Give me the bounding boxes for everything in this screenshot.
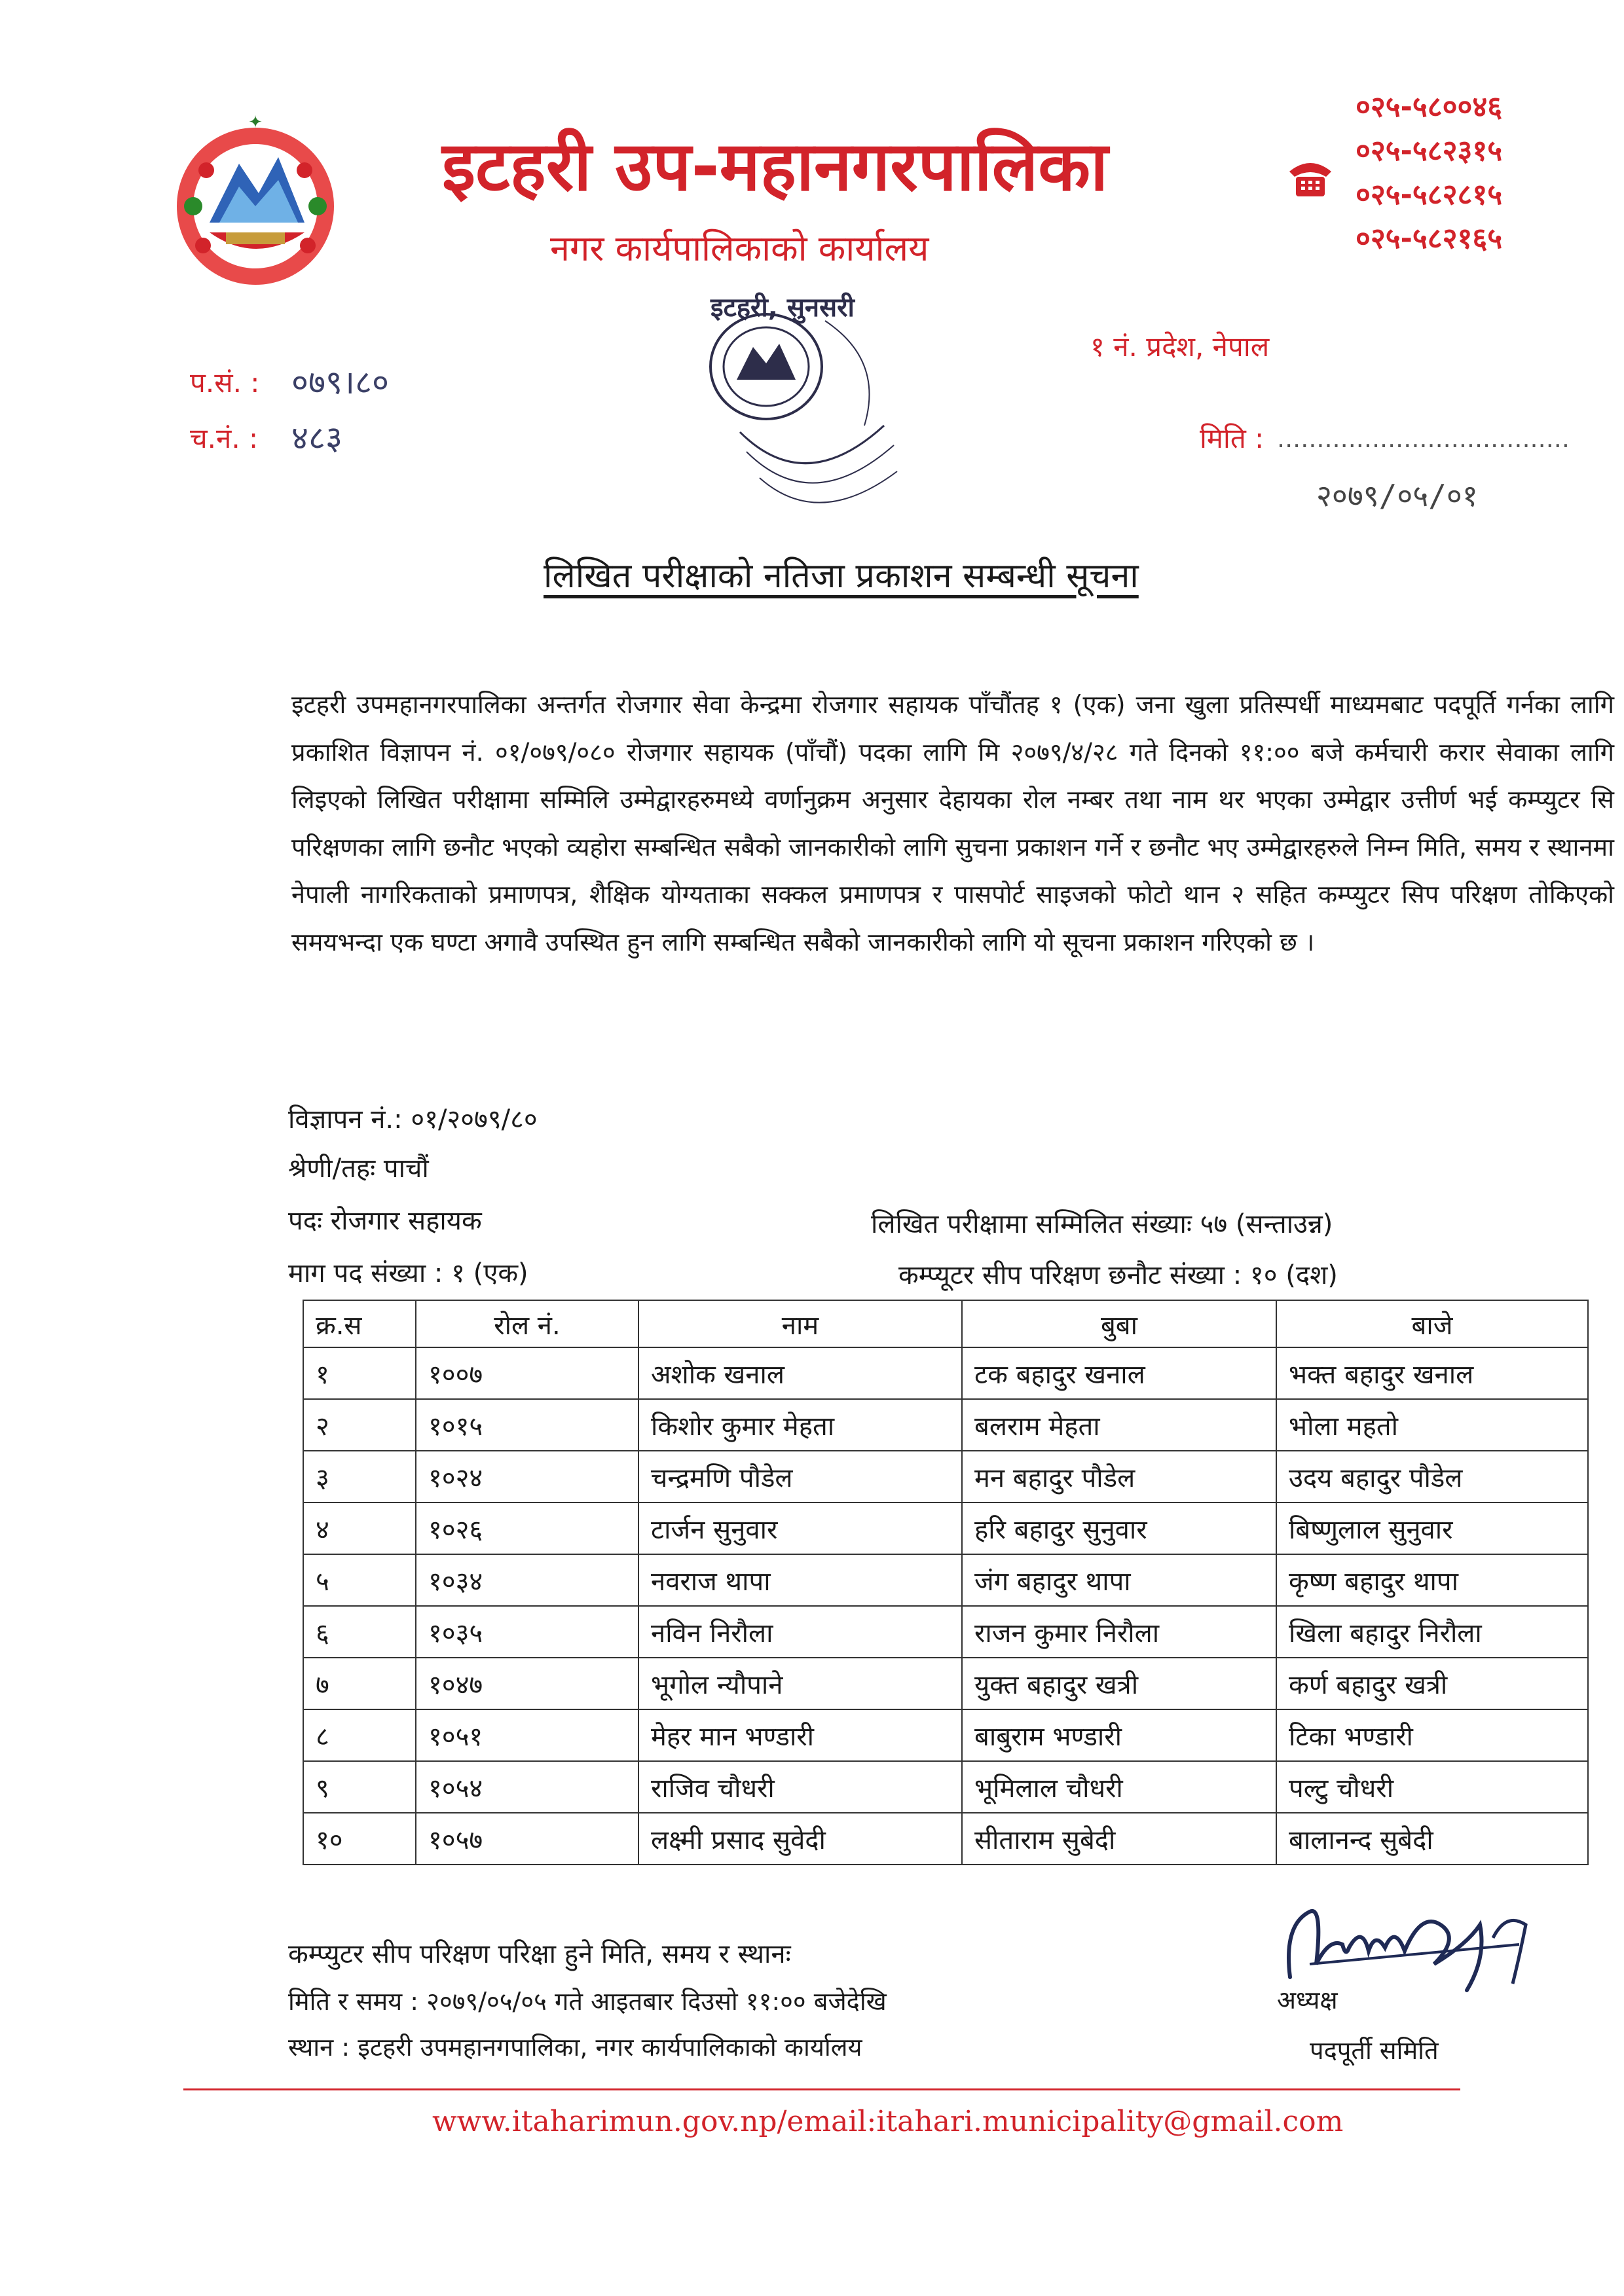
table-header-row: [303, 1300, 1588, 1347]
result-table: [303, 1300, 1589, 1865]
skill-test-heading: कम्प्युटर सीप परिक्षण परिक्षा हुने मिति, समय र स्थानः: [288, 1939, 791, 1969]
ref-number-value: ०७९।८०: [291, 363, 389, 401]
cell-father: भूमिलाल चौधरी: [962, 1761, 1276, 1813]
nepal-emblem-icon: [147, 108, 363, 304]
cell-roll: १०५४: [416, 1761, 638, 1813]
cell-serial: १: [303, 1347, 416, 1399]
demand-count: माग पद संख्या : १ (एक): [288, 1258, 528, 1288]
phone-number: ०२५-५८२१६५: [1356, 222, 1503, 255]
cell-father: बलराम मेहता: [962, 1399, 1276, 1451]
cell-grandfather: खिला बहादुर निरौला: [1276, 1606, 1588, 1658]
cell-name: राजिव चौधरी: [638, 1761, 962, 1813]
cell-grandfather: भक्त बहादुर खनाल: [1276, 1347, 1588, 1399]
cell-name: नविन निरौला: [638, 1606, 962, 1658]
cell-serial: ३: [303, 1451, 416, 1503]
svg-text:✦: ✦: [248, 113, 263, 132]
cell-name: नवराज थापा: [638, 1554, 962, 1606]
cell-serial: २: [303, 1399, 416, 1451]
cell-roll: १०३५: [416, 1606, 638, 1658]
cell-name: किशोर कुमार मेहता: [638, 1399, 962, 1451]
cell-father: टक बहादुर खनाल: [962, 1347, 1276, 1399]
cell-father: राजन कुमार निरौला: [962, 1606, 1276, 1658]
cell-serial: ८: [303, 1709, 416, 1761]
cell-grandfather: बालानन्द सुबेदी: [1276, 1813, 1588, 1865]
table-row: [303, 1606, 1588, 1658]
dispatch-number-value: ४८३: [291, 419, 342, 457]
col-header-roll: रोल नं.: [416, 1300, 638, 1347]
cell-serial: १०: [303, 1813, 416, 1865]
signatory-committee: पदपूर्ती समिति: [1310, 2036, 1439, 2065]
cell-name: लक्ष्मी प्रसाद सुवेदी: [638, 1813, 962, 1865]
table-row: [303, 1813, 1588, 1865]
cell-serial: ६: [303, 1606, 416, 1658]
cell-roll: १०२४: [416, 1451, 638, 1503]
cell-serial: ९: [303, 1761, 416, 1813]
level-text: श्रेणी/तहः पाचौं: [288, 1154, 429, 1184]
cell-father: युक्त बहादुर खत्री: [962, 1658, 1276, 1709]
table-row: [303, 1709, 1588, 1761]
selected-count: कम्प्यूटर सीप परिक्षण छनौट संख्या : १० (दश): [898, 1260, 1338, 1290]
advertisement-number: विज्ञापन नं.: ०१/२०७९/८०: [288, 1104, 538, 1135]
notice-body: इटहरी उपमहानगरपालिका अन्तर्गत रोजगार सेवा केन्द्रमा रोजगार सहायक पाँचौंतह १ (एक) जना खुला प्रतिस्पर्धी माध्यमबाट पदपूर्ति गर्नका लागि प्रकाशित विज्ञापन नं. ०१/०७९/०८० रोजगार सहायक (पाँचौं) पदका लागि मि २०७९/४/२८ गते दिनको ११:०० बजे कर्मचारी करार सेवाका लागि लिइएको लिखित परीक्षामा सम्मिलि उम्मेद्वारहरुमध्ये वर्णानुक्रम अनुसार देहायका रोल नम्बर तथा नाम थर भएका उम्मेद्वार उत्तीर्ण भई कम्प्युटर सि परिक्षणका लागि छनौट भएको व्यहोरा सम्बन्धित सबैको जानकारीको लागि सुचना प्रकाशन गर्ने र छनौट भए उम्मेद्वारहरुले निम्न मिति, समय र स्थानमा नेपाली नागरिकताको प्रमाणपत्र, शैक्षिक योग्यताका सक्कल प्रमाणपत्र र पासपोर्ट साइजको फोटो थान २ सहित कम्प्युटर सिप परिक्षण तोकिएको समयभन्दा एक घण्टा अगावै उपस्थित हुन लागि सम्बन्धित सबैको जानकारीको लागि यो सूचना प्रकाशन गरिएको छ ।: [291, 690, 1614, 957]
cell-father: जंग बहादुर थापा: [962, 1554, 1276, 1606]
cell-grandfather: बिष्णुलाल सुनुवार: [1276, 1503, 1588, 1554]
cell-name: टार्जन सुनुवार: [638, 1503, 962, 1554]
table-row: [303, 1554, 1588, 1606]
cell-father: मन बहादुर पौडेल: [962, 1451, 1276, 1503]
province-text: १ नं. प्रदेश, नेपाल: [1090, 331, 1270, 363]
cell-roll: १०३४: [416, 1554, 638, 1606]
written-exam-count: लिखित परीक्षामा सम्मिलित संख्याः ५७ (सन्ताउन्न): [871, 1209, 1333, 1239]
phone-number: ०२५-५८२३१५: [1356, 134, 1503, 168]
date-value: २०७९/०५/०१: [1316, 478, 1478, 513]
cell-roll: १०५१: [416, 1709, 638, 1761]
cell-grandfather: उदय बहादुर पौडेल: [1276, 1451, 1588, 1503]
footer-contact: www.itaharimun.gov.np/email:itahari.municipality@gmail.com: [432, 2105, 1344, 2138]
table-row: [303, 1451, 1588, 1503]
col-header-grandfather: बाजे: [1276, 1300, 1588, 1347]
phone-number: ०२५-५८००४६: [1356, 90, 1503, 124]
cell-grandfather: टिका भण्डारी: [1276, 1709, 1588, 1761]
cell-father: बाबुराम भण्डारी: [962, 1709, 1276, 1761]
col-header-father: बुबा: [962, 1300, 1276, 1347]
footer-divider: [183, 2088, 1460, 2090]
cell-name: चन्द्रमणि पौडेल: [638, 1451, 962, 1503]
col-header-serial: क्र.स: [303, 1300, 416, 1347]
cell-grandfather: कर्ण बहादुर खत्री: [1276, 1658, 1588, 1709]
telephone-icon: [1287, 157, 1334, 199]
skill-test-datetime: मिति र समय : २०७९/०५/०५ गते आइतबार दिउसो ११:०० बजेदेखि: [288, 1987, 887, 2016]
table-row: [303, 1347, 1588, 1399]
cell-roll: १०१५: [416, 1399, 638, 1451]
cell-grandfather: भोला महतो: [1276, 1399, 1588, 1451]
table-row: [303, 1503, 1588, 1554]
cell-serial: ४: [303, 1503, 416, 1554]
cell-roll: १०२६: [416, 1503, 638, 1554]
ref-number-label: प.सं. :: [190, 367, 260, 399]
signatory-title: अध्यक्ष: [1277, 1986, 1338, 2014]
cell-father: सीताराम सुबेदी: [962, 1813, 1276, 1865]
phone-list: [1356, 85, 1502, 261]
organization-name: इटहरी उप-महानगरपालिका: [442, 126, 1109, 206]
phone-number: ०२५-५८२८१५: [1356, 178, 1503, 211]
cell-serial: ७: [303, 1658, 416, 1709]
cell-grandfather: पल्टु चौधरी: [1276, 1761, 1588, 1813]
cell-name: मेहर मान भण्डारी: [638, 1709, 962, 1761]
cell-roll: १०५७: [416, 1813, 638, 1865]
cell-name: भूगोल न्यौपाने: [638, 1658, 962, 1709]
table-row: [303, 1761, 1588, 1813]
seal-text: इटहरी, सुनसरी: [710, 293, 855, 323]
office-name: नगर कार्यपालिकाको कार्यालय: [550, 228, 929, 269]
table-row: [303, 1658, 1588, 1709]
cell-grandfather: कृष्ण बहादुर थापा: [1276, 1554, 1588, 1606]
cell-name: अशोक खनाल: [638, 1347, 962, 1399]
skill-test-venue: स्थान : इटहरी उपमहानगपालिका, नगर कार्यपालिकाको कार्यालय: [288, 2033, 862, 2062]
dispatch-number-label: च.नं. :: [190, 422, 259, 454]
date-dotted-line: .....................................: [1277, 424, 1570, 453]
post-text: पदः रोजगार सहायक: [288, 1206, 482, 1236]
table-row: [303, 1399, 1588, 1451]
col-header-name: नाम: [638, 1300, 962, 1347]
cell-serial: ५: [303, 1554, 416, 1606]
cell-father: हरि बहादुर सुनुवार: [962, 1503, 1276, 1554]
date-label: मिति :: [1200, 422, 1264, 454]
notice-title: लिखित परीक्षाको नतिजा प्रकाशन सम्बन्धी सूचना: [544, 556, 1139, 596]
cell-roll: १००७: [416, 1347, 638, 1399]
cell-roll: १०४७: [416, 1658, 638, 1709]
